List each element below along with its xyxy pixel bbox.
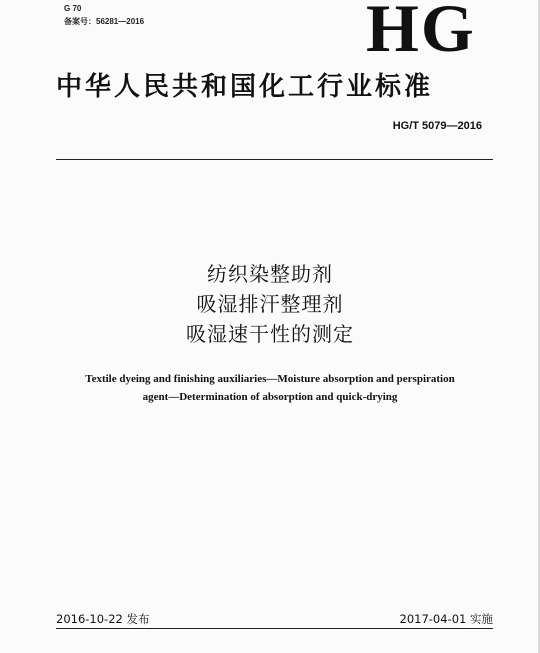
english-title-line-1: Textile dyeing and finishing auxiliaries—Moisture absorption and perspiration [85,373,455,385]
chinese-title-line-3: 吸湿速干性的测定 [186,322,354,346]
english-title [40,370,500,406]
organization-title: 中华人民共和国化工行业标准 [56,72,434,102]
english-title-line-2: agent—Determination of absorption and quick-drying [142,391,398,403]
filing-number: 备案号：56281—2016 [64,17,145,26]
issue-date: 2016-10-22 发布 [56,612,150,626]
implementation-date: 2017-04-01 实施 [399,612,493,626]
chinese-title-line-1: 纺织染整助剂 [207,262,333,286]
footer-divider [56,628,493,629]
standard-number: HG/T 5079—2016 [392,120,482,132]
header-divider [56,159,493,160]
classification-code: G 70 [64,4,82,13]
header-meta [64,2,144,28]
hg-logo: HG [366,0,476,66]
chinese-title-line-2: 吸湿排汗整理剂 [196,292,344,316]
